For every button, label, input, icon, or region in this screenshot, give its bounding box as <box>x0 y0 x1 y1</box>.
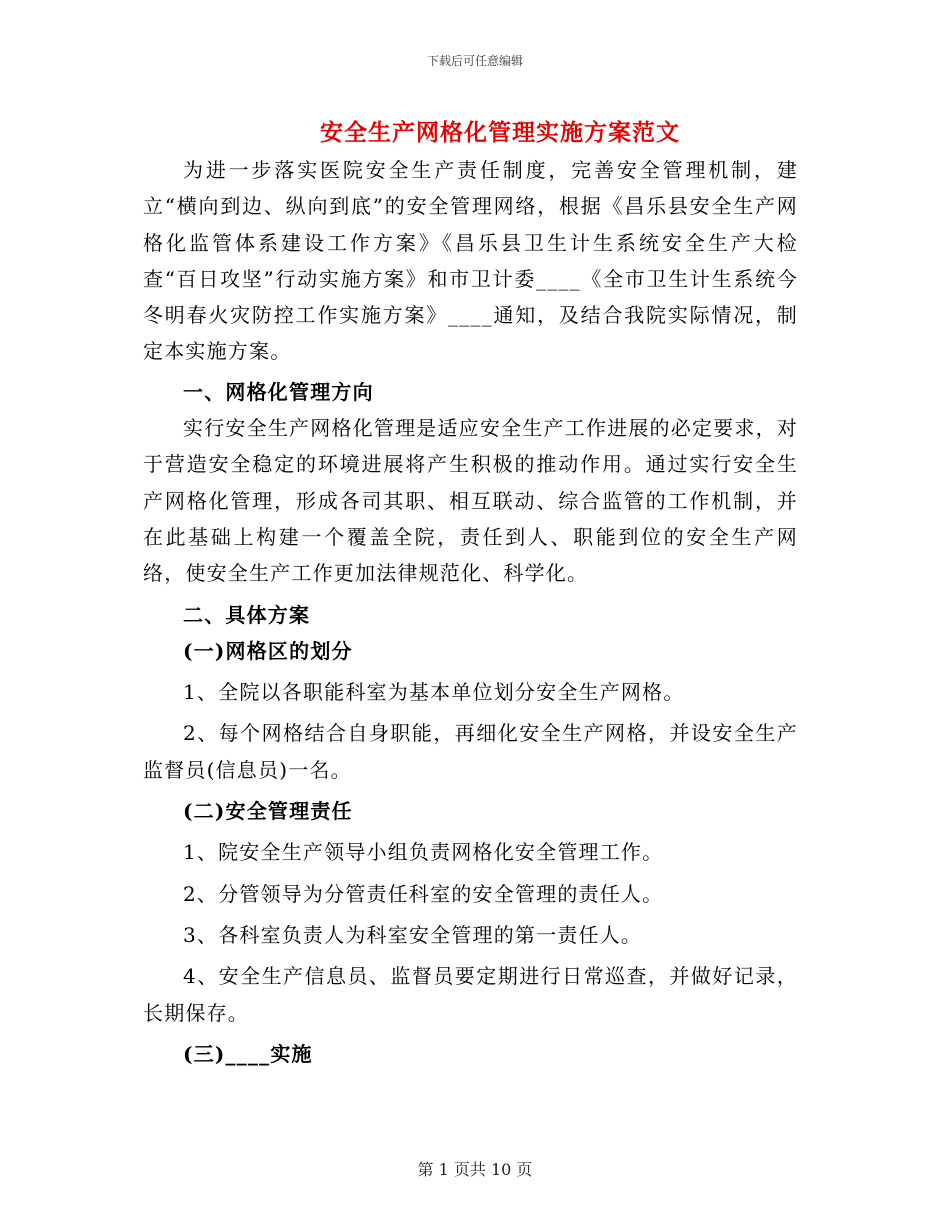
intro-paragraph: 为进一步落实医院安全生产责任制度，完善安全管理机制，建立“横向到边、纵向到底”的安全管理网络，根据《昌乐县安全生产网格化监管体系建设工作方案》《昌乐县卫生计生系统安全生产大检查“百日攻坚”行动实施方案》和市卫计委____《全市卫生计生系统今冬明春火灾防控工作实施方案》____通知，及结合我院实际情况，制定本实施方案。 <box>143 158 798 364</box>
subsection-2-heading: (二)安全管理责任 <box>183 799 353 824</box>
subsection-2-item: 4、安全生产信息员、监督员要定期进行日常巡查，并做好记录，长期保存。 <box>143 964 798 1025</box>
subsection-2-item: 1、院安全生产领导小组负责网格化安全管理工作。 <box>183 840 664 865</box>
section-2-heading: 二、具体方案 <box>183 602 311 627</box>
page-footer: 第 1 页共 10 页 <box>417 1160 533 1179</box>
section-1-paragraph: 实行安全生产网格化管理是适应安全生产工作进展的必定要求，对于营造安全稳定的环境进展将产生积极的推动作用。通过实行安全生产网格化管理，形成各司其职、相互联动、综合监管的工作机制，并在此基础上构建一个覆盖全院，责任到人、职能到位的安全生产网络，使安全生产工作更加法律规范化、科学化。 <box>143 416 798 586</box>
subsection-2-item: 2、分管领导为分管责任科室的安全管理的责任人。 <box>183 881 664 906</box>
subsection-1-item: 1、全院以各职能科室为基本单位划分安全生产网格。 <box>183 680 685 705</box>
section-1-heading: 一、网格化管理方向 <box>183 379 374 404</box>
subsection-2-item: 3、各科室负责人为科室安全管理的第一责任人。 <box>183 922 643 947</box>
page-header: 下载后可任意编辑 <box>426 54 523 68</box>
subsection-1-item: 2、每个网格结合自身职能，再细化安全生产网格，并设安全生产监督员(信息员)一名。 <box>143 721 798 782</box>
document-body <box>143 152 798 1072</box>
subsection-1-heading: (一)网格区的划分 <box>183 638 353 663</box>
document-title: 安全生产网格化管理实施方案范文 <box>320 119 680 146</box>
subsection-3-heading: (三)____实施 <box>183 1041 313 1066</box>
